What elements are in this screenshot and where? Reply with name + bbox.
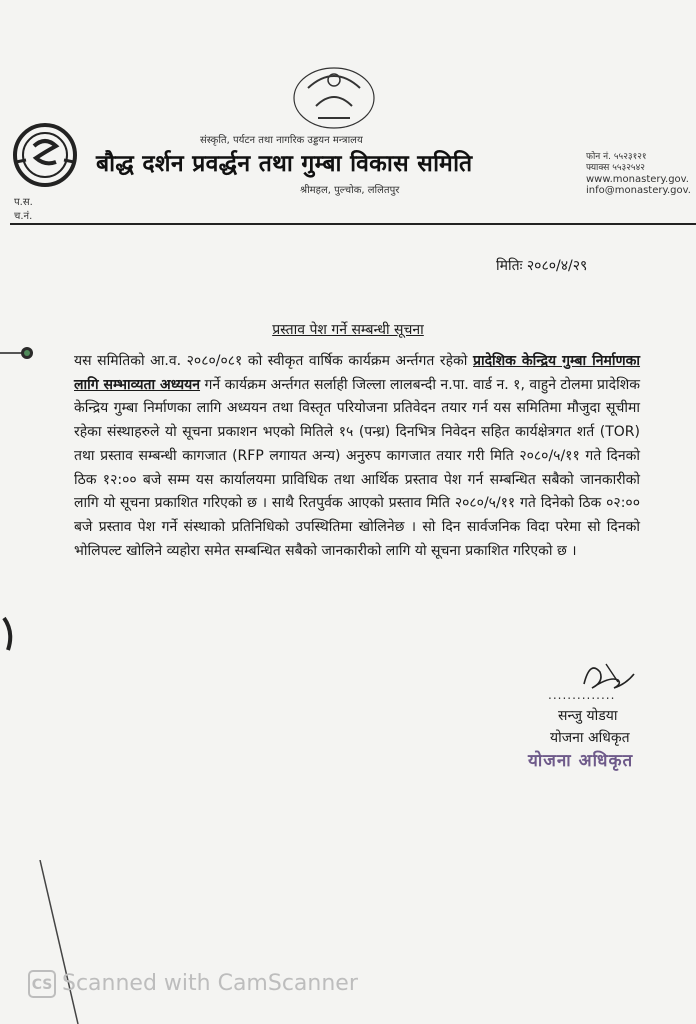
document-date: मितिः २०८०/४/२९ — [496, 258, 588, 274]
email-text: info@monastery.gov. — [586, 185, 691, 196]
binder-mark-icon — [0, 614, 18, 654]
fax-number: फ्याक्स ५५३२५४२ — [586, 163, 645, 173]
national-emblem-icon — [288, 58, 380, 132]
signature-line: .............. — [548, 688, 616, 702]
website-text: www.monastery.gov. — [586, 174, 689, 185]
watermark-text: Scanned with CamScanner — [62, 971, 358, 996]
body-part-1: यस समितिको आ.व. २०८०/०८१ को स्वीकृत वार्षिक कार्यक्रम अर्न्तगत रहेको — [74, 353, 473, 369]
contact-block — [586, 152, 691, 196]
camscanner-logo-icon: CS — [28, 970, 56, 998]
letterhead-divider — [10, 223, 696, 225]
reference-labels — [14, 196, 33, 224]
punch-hole-icon — [0, 345, 36, 361]
signatory-title: योजना अधिकृत — [550, 730, 630, 746]
organization-address: श्रीमहल, पुल्चोक, ललितपुर — [300, 185, 400, 196]
organization-name: बौद्ध दर्शन प्रवर्द्धन तथा गुम्बा विकास समिति — [96, 151, 473, 177]
ministry-name: संस्कृति, पर्यटन तथा नागरिक उड्डयन मन्त्रालय — [200, 135, 363, 146]
page-edge-line-icon — [0, 860, 90, 1024]
body-part-2: गर्ने कार्यक्रम अर्न्तगत सर्लाही जिल्ला लालबन्दी न.पा. वार्ड न. १, वाहुने टोलमा प्रादेशिक केन्द्रिय गुम्बा निर्माणका लागि अध्ययन तथा विस्तृत परियोजना प्रतिवेदन तयार गर्न यस समितिमा मौजुदा सूचीमा रहेका संस्थाहरुले यो सूचना प्रकाशन भएको मितिले १५ (पन्ध्र) दिनभित्र निवेदन सहित कार्यक्षेत्रगत शर्त (TOR) तथा प्रस्ताव सम्बन्धी कागजात (RFP लगायत अन्य) अनुरुप कागजात तयार गरी मिति २०८०/५/११ गते दिनको ठिक १२:०० बजे सम्म यस कार्यालयमा प्राविधिक तथा आर्थिक प्रस्ताव पेश गर्न सम्बन्धित सबैको जानकारीको लागि यो सूचना प्रकाशित गरिएको छ । साथै रितपुर्वक आएको प्रस्ताव मिति २०८०/५/११ गते दिनेको ठिक ०२:०० बजे प्रस्ताव पेश गर्ने संस्थाको प्रतिनिधिको उपस्थितिमा खोलिनेछ । सो दिन सार्वजनिक विदा परेमा सो दिनको भोलिपल्ट खोलिने व्यहोरा समेत सम्बन्धित सबैको जानकारीको लागि यो सूचना प्रकाशित गरिएको छ । — [74, 376, 640, 559]
body-underlined-project: प्रादेशिक केन्द्रिय गुम्बा निर्माणका लागि सम्भाव्यता अध्ययन — [74, 353, 641, 393]
notice-subject — [0, 320, 696, 339]
notice-body — [74, 350, 640, 563]
ref-number-label: प.स. — [14, 197, 33, 208]
signatory-name: सन्जु योडया — [558, 708, 618, 724]
phone-number: फोन नं. ५५२३१२१ — [586, 152, 647, 162]
dispatch-number-label: च.नं. — [14, 211, 33, 222]
subject-text: प्रस्ताव पेश गर्ने सम्बन्धी सूचना — [272, 322, 424, 338]
camscanner-watermark — [28, 970, 358, 998]
org-emblem-icon — [12, 122, 78, 188]
official-stamp: योजना अधिकृत — [528, 751, 634, 771]
